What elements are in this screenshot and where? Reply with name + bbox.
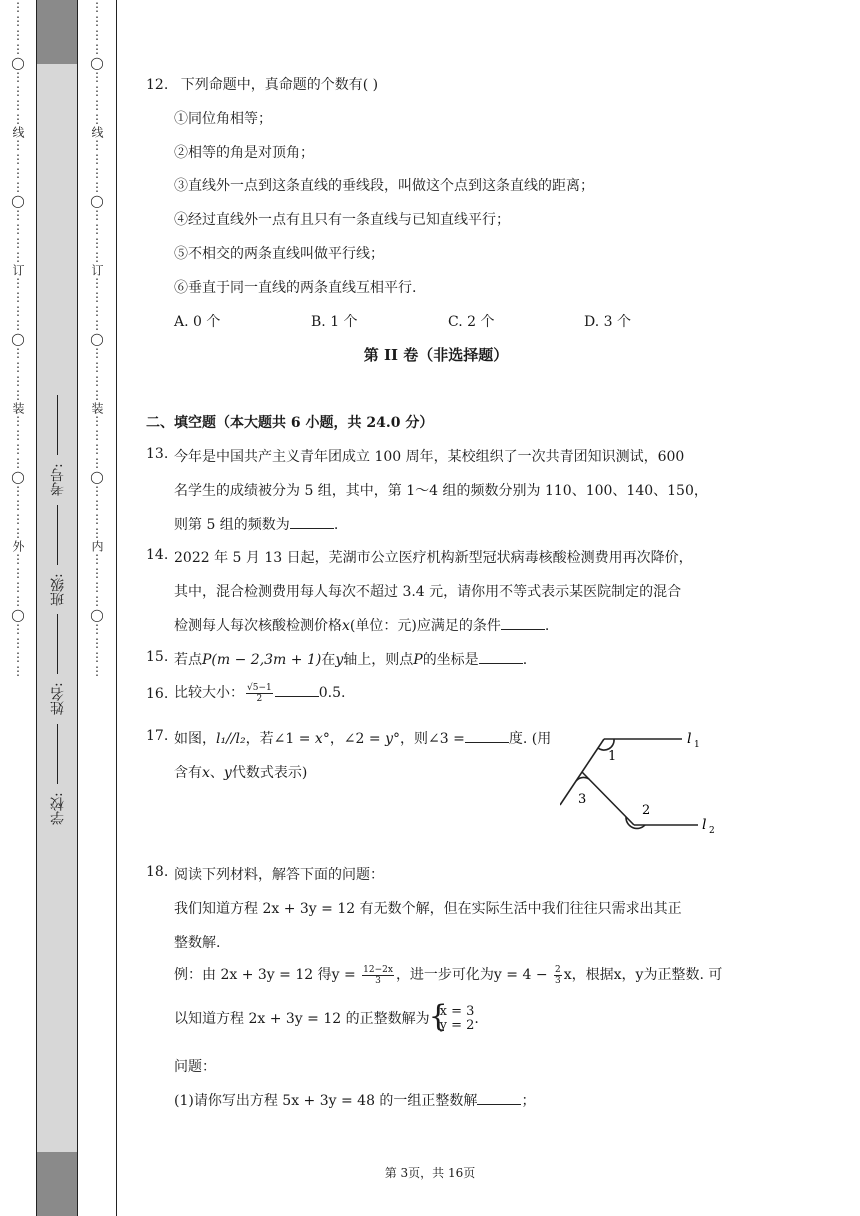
name-label: 姓名: [50, 682, 66, 716]
q18-l4b: ，进一步可化为y = 4 − [395, 967, 553, 983]
q16-num: √5−1 [247, 682, 272, 693]
q15-b: 在 [321, 652, 336, 668]
q12-item-5: ⑤不相交的两条直线叫做平行线； [174, 246, 384, 262]
q14-var-x: x [342, 618, 350, 634]
q18-l4a: 例：由 2x + 3y = 12 得y = [174, 967, 361, 983]
q18-frac1 [362, 965, 394, 986]
q18-sys-line2: y = 2 [439, 1018, 475, 1033]
q17-y: y [385, 731, 394, 747]
q18-answer-blank[interactable] [477, 1092, 521, 1105]
q18-l7a: (1)请你写出方程 5x + 3y = 48 的一组正整数解 [174, 1093, 478, 1109]
section2-title: 二、填空题（本大题共 6 小题，共 24.0 分） [146, 415, 434, 431]
q12-stem [146, 74, 378, 94]
q18-line7 [174, 1090, 535, 1110]
q17-l1d: °，∠2 = [322, 731, 386, 747]
q13-answer-blank[interactable] [290, 516, 334, 529]
q15-a: 若点 [174, 652, 202, 668]
q15-answer-blank[interactable] [479, 651, 523, 664]
q15-d: 的坐标是 [422, 652, 479, 668]
q18-l5a: 以知道方程 2x + 3y = 12 的正整数解为 [174, 1011, 430, 1027]
q12-option-d: D. 3 个 [584, 314, 631, 330]
student-info-fields [45, 395, 71, 825]
q17-l2c: 代数式表示) [231, 765, 308, 781]
q12-stem-text: 下列命题中，真命题的个数有( ) [180, 77, 379, 93]
q18-system [430, 1005, 475, 1033]
q15-p: P [202, 652, 212, 668]
q17-y2: y [223, 765, 232, 781]
q12-option-c: C. 2 个 [448, 314, 495, 330]
q13-line3-text: 则第 5 组的频数为 [174, 517, 290, 533]
q16-fraction [246, 683, 273, 704]
q15-number: 15. [146, 649, 169, 665]
q18-frac1-num: 12−2x [363, 964, 393, 975]
q16-number: 16. [146, 686, 169, 702]
q12-option-b: B. 1 个 [311, 314, 358, 330]
school-label: 学校: [50, 792, 66, 825]
angle-2-label: 2 [642, 803, 651, 818]
inner-binding-column [78, 0, 117, 1216]
q17-l1f: 度. (用 [508, 731, 552, 747]
q18-line5 [174, 1005, 479, 1033]
class-blank [58, 505, 59, 565]
q16-b: 0.5. [318, 685, 346, 701]
q18-l7b: ； [521, 1093, 536, 1109]
q14-line3-b: (单位：元)应满足的条件 [349, 618, 501, 634]
q17-x2: x [202, 765, 210, 781]
q18-line1: 阅读下列材料，解答下面的问题： [174, 867, 384, 883]
strip-cap-bottom [37, 1152, 77, 1216]
q13-line2: 名学生的成绩被分为 5 组，其中，第 1～4 组的频数分别为 110、100、140、150， [174, 483, 708, 499]
q14-line3: 检测每人每次核酸检测价格x(单位：元)应满足的条件 . [174, 618, 550, 634]
q18-line4 [174, 964, 722, 986]
q12-item-6: ⑥垂直于同一直线的两条直线互相平行. [174, 280, 417, 296]
q17-figure [560, 725, 730, 840]
q17-line2 [174, 762, 307, 782]
q18-number: 18. [146, 864, 169, 880]
l1-label: l [687, 731, 692, 747]
q17-l2a: 含有 [174, 765, 202, 781]
q12-number: 12. [146, 77, 169, 93]
inner-binding-line: ⋮⋮⋮⋮◯⋮⋮⋮⋮线⋮⋮⋮⋮◯⋮⋮⋮⋮订⋮⋮⋮⋮◯⋮⋮⋮⋮装⋮⋮⋮⋮◯⋮⋮⋮⋮内⋮⋮⋮⋮◯⋮⋮⋮⋮ [90, 0, 104, 678]
angle-1-label: 1 [608, 749, 617, 764]
q17-line1 [174, 728, 551, 748]
q18-frac2-den: 3 [555, 975, 561, 986]
q18-frac2-num: 2 [555, 964, 561, 975]
q12-item-2: ②相等的角是对顶角； [174, 145, 314, 161]
q15-p2: P [413, 652, 423, 668]
q17-number: 17. [146, 728, 169, 744]
q18-line6: 问题： [174, 1059, 216, 1075]
q18-l5b: . [474, 1011, 479, 1027]
q16-line [174, 682, 345, 704]
q18-line3: 整数解. [174, 935, 221, 951]
q15-y: y [335, 652, 344, 668]
q16-den: 2 [256, 693, 263, 704]
q18-l4c: x，根据x，y为正整数. 可 [563, 967, 723, 983]
q14-number: 14. [146, 547, 169, 563]
q15-c: 轴上，则点 [343, 652, 414, 668]
l2-subscript: 2 [709, 826, 715, 836]
exam-no-label: 考号: [50, 463, 66, 497]
q18-frac2 [554, 965, 562, 986]
class-label: 班级: [50, 573, 66, 606]
q12-item-4: ④经过直线外一点有且只有一条直线与已知直线平行； [174, 212, 510, 228]
q17-l1e: °，则∠3 = [393, 731, 465, 747]
q18-frac1-den: 3 [375, 975, 381, 986]
q12-item-1: ①同位角相等； [174, 111, 272, 127]
part2-title: 第 II 卷（非选择题） [363, 346, 509, 364]
q17-l1a: 如图， [174, 731, 216, 747]
angle-3-label: 3 [578, 792, 587, 807]
q17-l1c: ，若∠1 = [245, 731, 315, 747]
strip-cap-top [37, 0, 77, 64]
q16-a: 比较大小： [174, 685, 244, 701]
q14-line2: 其中，混合检测费用每人每次不超过 3.4 元，请你用不等式表示某医院制定的混合 [174, 584, 682, 600]
exam-no-blank [58, 395, 59, 455]
q13-line3: 则第 5 组的频数为 . [174, 517, 339, 533]
q16-answer-blank[interactable] [275, 684, 319, 697]
q13-number: 13. [146, 446, 169, 462]
school-blank [58, 724, 59, 784]
q14-answer-blank[interactable] [501, 617, 545, 630]
q13-line1: 今年是中国共产主义青年团成立 100 周年，某校组织了一次共青团知识测试，600 [174, 449, 685, 465]
l2-label: l [702, 817, 707, 833]
q17-answer-blank[interactable] [465, 730, 509, 743]
name-blank [58, 614, 59, 674]
outer-binding-column [0, 0, 37, 1216]
l1-subscript: 1 [694, 740, 700, 750]
q18-sys-line1: { x = 3 [439, 1004, 475, 1019]
q14-line1: 2022 年 5 月 13 日起，芜湖市公立医疗机构新型冠状病毒核酸检测费用再次降价， [174, 550, 693, 566]
outer-binding-line: ⋮⋮⋮⋮◯⋮⋮⋮⋮线⋮⋮⋮⋮◯⋮⋮⋮⋮订⋮⋮⋮⋮◯⋮⋮⋮⋮装⋮⋮⋮⋮◯⋮⋮⋮⋮外⋮⋮⋮⋮◯⋮⋮⋮⋮ [11, 0, 25, 678]
page-footer: 第 3页，共 16页 [384, 1166, 476, 1180]
q12-item-3: ③直线外一点到这条直线的垂线段，叫做这个点到这条直线的距离； [174, 178, 594, 194]
q15-line: 若点P(m − 2,3m + 1)在y轴上，则点P的坐标是 . [174, 652, 528, 668]
q12-option-a: A. 0 个 [174, 314, 221, 330]
q14-line3-a: 检测每人每次核酸检测价格 [174, 618, 342, 634]
q15-coords: (m − 2,3m + 1) [211, 652, 322, 668]
q17-x: x [314, 731, 323, 747]
q18-line2: 我们知道方程 2x + 3y = 12 有无数个解，但在实际生活中我们往往只需求出其正 [174, 901, 682, 917]
q17-l2b: 、 [209, 765, 224, 781]
q17-l1b: l₁//l₂ [216, 731, 246, 747]
